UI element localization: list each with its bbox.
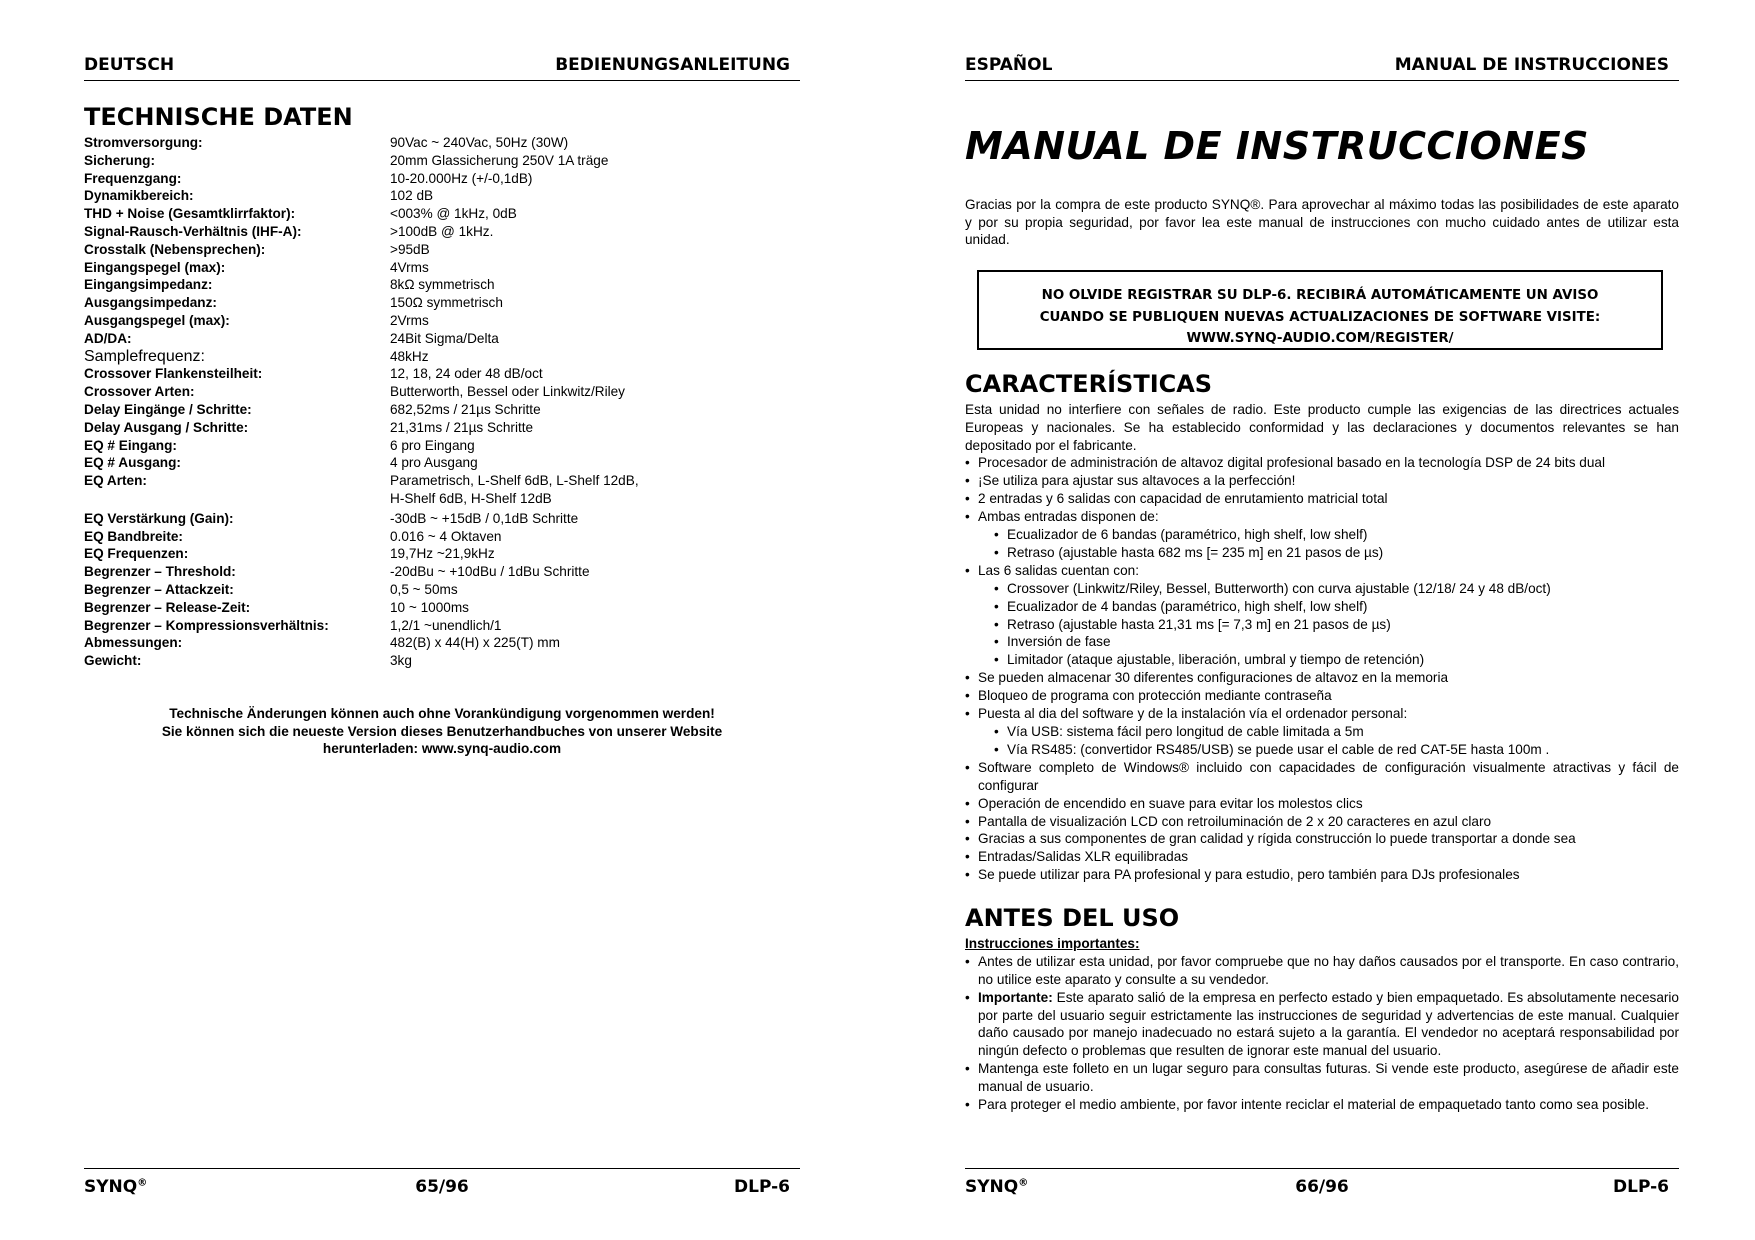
spec-label: Signal-Rausch-Verhältnis (IHF-A): <box>84 223 302 239</box>
spec-label: Ausgangsimpedanz: <box>84 295 217 311</box>
list-item: • Antes de utilizar esta unidad, por favor compruebe que no hay daños causados por el transporte. En caso contrario, no utilice este aparato y consulte a su vendedor. <box>965 953 1679 989</box>
spec-label: Crosstalk (Nebensprechen): <box>84 241 266 257</box>
spec-value: 4Vrms <box>390 259 429 275</box>
spec-row <box>84 634 800 652</box>
spec-value: 20mm Glassicherung 250V 1A träge <box>390 152 609 168</box>
register-notice-box <box>977 270 1663 350</box>
register-line: CUANDO SE PUBLIQUEN NUEVAS ACTUALIZACIONES DE SOFTWARE VISITE: <box>1039 309 1601 325</box>
spec-value: 48kHz <box>390 348 429 364</box>
header-language: DEUTSCH <box>84 55 175 75</box>
spec-row <box>84 419 800 437</box>
spec-row <box>84 330 800 348</box>
spec-value-line: H-Shelf 6dB, H-Shelf 12dB <box>390 490 552 506</box>
spec-label: Begrenzer – Release-Zeit: <box>84 599 251 615</box>
footer-model: DLP-6 <box>734 1177 790 1197</box>
spec-label: Crossover Flankensteilheit: <box>84 366 263 382</box>
spec-row <box>84 401 800 419</box>
important-text: Este aparato salió de la empresa en perfecto estado y bien empaquetado. Es absolutamente necesario por parte del usuario seguir estrictamente las instrucciones de seguridad y advertencias de este manual. Cualquier daño causado por manejo inadecuado no estará sujeto a la garantía. El vendedor no aceptará responsabilidad por ningún defecto o problemas que resulten de ignorar este manual del usuario. <box>978 989 1679 1059</box>
left-page-header <box>84 54 800 81</box>
spec-value: 1,2/1 ~unendlich/1 <box>390 617 502 633</box>
spec-value: 12, 18, 24 oder 48 dB/oct <box>390 366 543 382</box>
spec-label: Delay Eingänge / Schritte: <box>84 401 252 417</box>
spec-row <box>84 617 800 635</box>
list-item: • Mantenga este folleto en un lugar seguro para consultas futuras. Si vende este producto, asegúrese de añadir este manual de usuario. <box>965 1060 1679 1096</box>
spec-row <box>84 241 800 259</box>
changes-notice <box>84 705 800 758</box>
list-item: • Inversión de fase <box>965 633 1679 651</box>
important-instructions-heading: Instrucciones importantes: <box>965 936 1140 951</box>
list-item: • Pantalla de visualización LCD con retroiluminación de 2 x 20 caracteres en azul claro <box>965 813 1679 831</box>
spec-row <box>84 223 800 241</box>
spec-row <box>84 152 800 170</box>
spec-label: Begrenzer – Kompressionsverhältnis: <box>84 617 329 633</box>
spec-value: 0,5 ~ 50ms <box>390 581 458 597</box>
spec-label: Gewicht: <box>84 653 142 669</box>
header-language: ESPAÑOL <box>965 55 1053 75</box>
spec-label: Sicherung: <box>84 152 155 168</box>
spec-value: 90Vac ~ 240Vac, 50Hz (30W) <box>390 135 569 150</box>
technical-data-title: TECHNISCHE DATEN <box>84 103 353 131</box>
important-label: Importante: <box>978 989 1053 1005</box>
spec-row <box>84 259 800 277</box>
spec-value <box>390 472 800 508</box>
spec-label: Samplefrequenz: <box>84 347 205 365</box>
spec-label: Begrenzer – Threshold: <box>84 564 236 580</box>
list-item: • Ecualizador de 6 bandas (paramétrico, high shelf, low shelf) <box>965 526 1679 544</box>
spec-row <box>84 187 800 205</box>
right-page <box>965 0 1679 1240</box>
spec-label: EQ Frequenzen: <box>84 546 189 562</box>
spec-value: >100dB @ 1kHz. <box>390 223 494 239</box>
list-item: • Bloqueo de programa con protección mediante contraseña <box>965 687 1679 705</box>
list-item: • Operación de encendido en suave para evitar los molestos clics <box>965 795 1679 813</box>
list-item: • Limitador (ataque ajustable, liberación, umbral y tiempo de retención) <box>965 651 1679 669</box>
list-item <box>965 989 1679 1061</box>
spec-value: 150Ω symmetrisch <box>390 295 503 311</box>
spec-label: Frequenzgang: <box>84 170 182 186</box>
spec-value: 2Vrms <box>390 312 429 328</box>
right-page-footer <box>965 1168 1679 1199</box>
spec-row <box>84 170 800 188</box>
spec-label: Ausgangspegel (max): <box>84 312 230 328</box>
spec-label: THD + Noise (Gesamtklirrfaktor): <box>84 206 296 222</box>
list-item: • Vía RS485: (convertidor RS485/USB) se puede usar el cable de red CAT-5E hasta 100m . <box>965 741 1679 759</box>
notice-line: Technische Änderungen können auch ohne Vorankündigung vorgenommen werden! <box>169 706 715 721</box>
spec-value: 21,31ms / 21µs Schritte <box>390 419 534 435</box>
spec-table <box>84 134 800 670</box>
notice-line: herunterladen: www.synq-audio.com <box>322 741 562 756</box>
intro-paragraph: Gracias por la compra de este producto SYNQ®. Para aprovechar al máximo todas las posibilidades de este aparato y por su propia seguridad, por favor lea este manual de instrucciones con mucho cuidado antes de utilizar esta unidad. <box>965 197 1679 247</box>
spec-value: <003% @ 1kHz, 0dB <box>390 206 517 222</box>
spec-value-line: Parametrisch, L-Shelf 6dB, L-Shelf 12dB, <box>390 473 639 489</box>
list-item: • ¡Se utiliza para ajustar sus altavoces a la perfección! <box>965 472 1679 490</box>
spec-value: 482(B) x 44(H) x 225(T) mm <box>390 635 560 651</box>
spec-row <box>84 134 800 152</box>
manual-title: MANUAL DE INSTRUCCIONES <box>965 124 1589 168</box>
list-item: • Puesta al dia del software y de la instalación vía el ordenador personal: <box>965 705 1679 723</box>
spec-value: 682,52ms / 21µs Schritte <box>390 401 541 417</box>
spec-label: Eingangspegel (max): <box>84 259 226 275</box>
spec-row <box>84 312 800 330</box>
spec-label: Abmessungen: <box>84 635 183 651</box>
list-item: • 2 entradas y 6 salidas con capacidad de enrutamiento matricial total <box>965 490 1679 508</box>
spec-value: 24Bit Sigma/Delta <box>390 330 499 346</box>
spec-row <box>84 454 800 472</box>
spec-label: EQ # Eingang: <box>84 437 177 453</box>
spec-value: 10 ~ 1000ms <box>390 599 469 615</box>
spec-row <box>84 365 800 383</box>
before-use-title: ANTES DEL USO <box>965 904 1180 932</box>
list-item: • Para proteger el medio ambiente, por favor intente reciclar el material de empaquetado tanto como sea posible. <box>965 1096 1679 1114</box>
brand-name: SYNQ <box>84 1177 138 1197</box>
spec-label: Begrenzer – Attackzeit: <box>84 581 234 597</box>
spec-value: 102 dB <box>390 188 434 204</box>
spec-row <box>84 652 800 670</box>
spec-label: EQ Verstärkung (Gain): <box>84 510 234 526</box>
spec-value: 19,7Hz ~21,9kHz <box>390 546 495 562</box>
spec-label: Stromversorgung: <box>84 135 203 150</box>
spec-row <box>84 294 800 312</box>
list-item: • Retraso (ajustable hasta 21,31 ms [= 7,3 m] en 21 pasos de µs) <box>965 616 1679 634</box>
spec-row <box>84 510 800 528</box>
list-item: • Retraso (ajustable hasta 682 ms [= 235 m] en 21 pasos de µs) <box>965 544 1679 562</box>
spec-row <box>84 581 800 599</box>
right-page-header <box>965 54 1679 81</box>
spec-row <box>84 545 800 563</box>
spec-row <box>84 599 800 617</box>
features-title: CARACTERÍSTICAS <box>965 370 1213 398</box>
spec-row <box>84 348 800 366</box>
spec-value: 4 pro Ausgang <box>390 455 478 471</box>
spec-label: EQ # Ausgang: <box>84 455 181 471</box>
spec-value: 3kg <box>390 653 412 669</box>
spec-label: Dynamikbereich: <box>84 188 194 204</box>
spec-label: EQ Arten: <box>84 473 147 489</box>
spec-value: Butterworth, Bessel oder Linkwitz/Riley <box>390 384 625 400</box>
spec-value: 8kΩ symmetrisch <box>390 277 495 293</box>
spec-value: 10-20.000Hz (+/-0,1dB) <box>390 170 533 186</box>
features-list <box>965 454 1679 884</box>
spec-value: >95dB <box>390 241 430 257</box>
features-section <box>965 401 1679 884</box>
list-item: • Ambas entradas disponen de: <box>965 508 1679 526</box>
page-number: 65/96 <box>415 1177 469 1197</box>
list-item: • Se pueden almacenar 30 diferentes configuraciones de altavoz en la memoria <box>965 669 1679 687</box>
notice-line: Sie können sich die neueste Version dieses Benutzerhandbuches von unserer Website <box>161 723 723 739</box>
list-item: • Las 6 salidas cuentan con: <box>965 562 1679 580</box>
spec-row <box>84 563 800 581</box>
left-page-footer <box>84 1168 800 1199</box>
register-line: NO OLVIDE REGISTRAR SU DLP-6. RECIBIRÁ AUTOMÁTICAMENTE UN AVISO <box>1041 288 1599 303</box>
spec-label: Delay Ausgang / Schritte: <box>84 419 249 435</box>
spec-label: Eingangsimpedanz: <box>84 277 213 293</box>
list-item: • Gracias a sus componentes de gran calidad y rígida construcción lo puede transportar a donde sea <box>965 830 1679 848</box>
instructions-list <box>965 953 1679 1114</box>
register-line: WWW.SYNQ-AUDIO.COM/REGISTER/ <box>1186 331 1454 346</box>
list-item: • Se puede utilizar para PA profesional y para estudio, pero también para DJs profesionales <box>965 866 1679 884</box>
list-item: • Ecualizador de 4 bandas (paramétrico, high shelf, low shelf) <box>965 598 1679 616</box>
page-number: 66/96 <box>1295 1177 1349 1197</box>
spec-value: 0.016 ~ 4 Oktaven <box>390 528 502 544</box>
spec-row <box>84 528 800 546</box>
features-intro: Esta unidad no interfiere con señales de radio. Este producto cumple las exigencias de las directrices actuales Europeas y nacionales. Se ha establecido conformidad y las declaraciones y documentos relevantes se han depositado por el fabricante. <box>965 402 1679 453</box>
spec-label: EQ Bandbreite: <box>84 528 183 544</box>
list-item: • Crossover (Linkwitz/Riley, Bessel, Butterworth) con curva ajustable (12/18/ 24 y 48 dB/oct) <box>965 580 1679 598</box>
spec-row <box>84 276 800 294</box>
header-title: BEDIENUNGSANLEITUNG <box>555 55 790 75</box>
registered-mark: ® <box>1018 1177 1029 1189</box>
footer-model: DLP-6 <box>1613 1177 1669 1197</box>
spec-value: -20dBu ~ +10dBu / 1dBu Schritte <box>390 564 590 580</box>
before-use-section <box>965 935 1679 1114</box>
list-item: • Procesador de administración de altavoz digital profesional basado en la tecnología DSP de 24 bits dual <box>965 454 1679 472</box>
spec-row <box>84 383 800 401</box>
brand-name: SYNQ <box>965 1177 1019 1197</box>
spec-label: AD/DA: <box>84 330 132 346</box>
registered-mark: ® <box>137 1177 148 1189</box>
spec-row <box>84 437 800 455</box>
spec-row <box>84 205 800 223</box>
list-item: • Entradas/Salidas XLR equilibradas <box>965 848 1679 866</box>
spec-value: -30dB ~ +15dB / 0,1dB Schritte <box>390 510 579 526</box>
spec-value: 6 pro Eingang <box>390 437 475 453</box>
left-page <box>84 0 800 1240</box>
header-title: MANUAL DE INSTRUCCIONES <box>1394 55 1669 75</box>
list-item: • Software completo de Windows® incluido con capacidades de configuración visualmente atractivas y fácil de configurar <box>965 759 1679 795</box>
spec-label: Crossover Arten: <box>84 384 195 400</box>
list-item: • Vía USB: sistema fácil pero longitud de cable limitada a 5m <box>965 723 1679 741</box>
spec-row <box>84 472 800 508</box>
